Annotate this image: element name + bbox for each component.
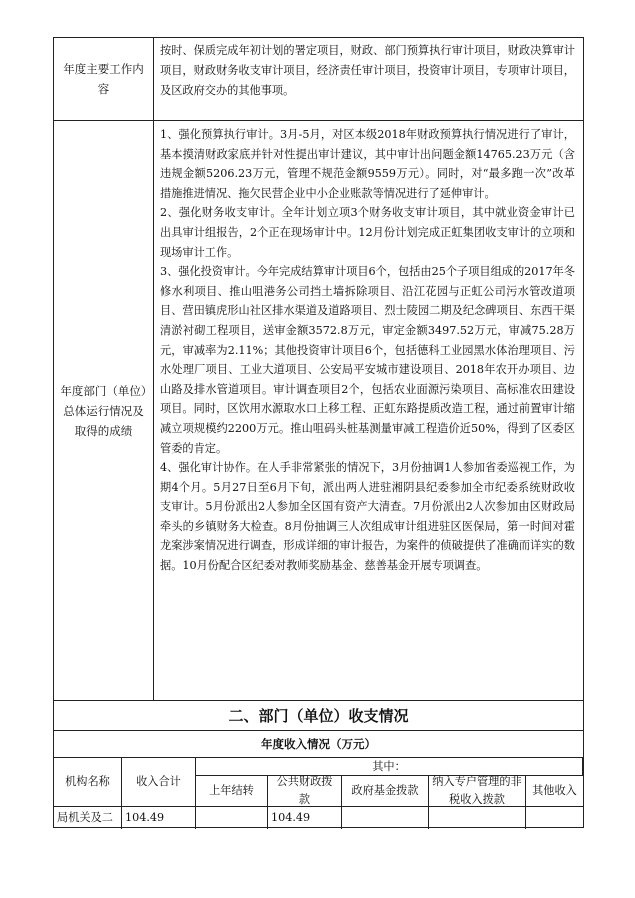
performance-paragraph: 2、强化财务收支审计。全年计划立项3个财务收支审计项目，其中就业资金审计已出具审计组报告，2个正在现场审计中。12月份计划完成正虹集团收支审计的立项和现场审计工作。: [160, 206, 575, 259]
sub-col-gov-fund: 政府基金拨款: [342, 776, 429, 807]
col-org-header: 机构名称: [54, 758, 122, 807]
main-work-content: 按时、保质完成年初计划的署定项目，财政、部门预算执行审计项目，财政决算审计项目，财政财务收支审计项目，经济责任审计项目，投资审计项目，专项审计项目，及区政府交办的其他事项。: [160, 44, 575, 97]
income-table: [54, 758, 583, 829]
row-org: 局机关及二: [54, 807, 122, 829]
performance-row: [54, 121, 583, 701]
performance-paragraph: 1、强化预算执行审计。3月-5月，对区本级2018年财政预算执行情况进行了审计，基本摸清财政家底并针对性提出审计建议，其中审计出问题金额14765.23万元（含违规金额5206.23万元，管理不规范金额9559万元）。同时，对“最多跑一次”改革措施推进情况、拖欠民营企业中小企业账款等情况进行了延伸审计。: [160, 128, 575, 200]
main-work-row: [54, 38, 583, 121]
document-table: [53, 37, 584, 828]
sub-col-carryover: 上年结转: [196, 776, 268, 807]
performance-content: [160, 125, 575, 576]
performance-label: 年度部门（单位）总体运行情况及取得的成绩: [54, 121, 154, 700]
col-total-header: 收入合计: [122, 758, 196, 807]
row-carryover: [196, 807, 268, 829]
row-public-finance: 104.49: [268, 807, 342, 829]
income-title: 年度收入情况（万元）: [54, 731, 583, 758]
performance-paragraph: 4、强化审计协作。在人手非常紧张的情况下，3月份抽调1人参加省委巡视工作，为期4个月。5月27日至6月下旬，派出两人进驻湘阴县纪委参加全市纪委系统财政收支审计。5月份派出2人参加全区国有资产大清查。7月份派出2人次参加由区财政局牵头的乡镇财务大检查。8月份抽调三人次组成审计组进驻区医保局，第一时间对霍龙案涉案情况进行调查，形成详细的审计报告，为案件的侦破提供了准确而详实的数据。10月份配合区纪委对教师奖励基金、慈善基金开展专项调查。: [160, 461, 575, 573]
row-total: 104.49: [122, 807, 196, 829]
row-gov-fund: [342, 807, 429, 829]
sub-col-other: 其他收入: [526, 776, 583, 807]
col-among-header: 其中：: [196, 758, 583, 776]
performance-paragraph: 3、强化投资审计。今年完成结算审计项目6个，包括由25个子项目组成的2017年冬修水利项目、推山咀港务公司挡土墙拆除项目、沿江花园与正虹公司污水管改道项目、营田镇虎形山社区排水渠道及道路项目、烈士陵园二期及纪念碑项目、东西干渠清淤衬砌工程项目，送审金额3572.8万元，审定金额3497.52万元，审减75.28万元，审减率为2.11%；其他投资审计项目6个，包括德科工业园黑水体治理项目、污水处理厂项目、工业大道项目、公安局平安城市建设项目、2018年农开办项目、边山路及排水管道项目。审计调查项目2个，包括农业面源污染项目、高标准农田建设项目。同时，区饮用水源取水口上移工程、正虹东路提质改造工程，通过前置审计缩减立项规模约2200万元。推山咀码头桩基测量审减工程造价近50%，得到了区委区管委的肯定。: [160, 265, 575, 455]
sub-col-non-tax: 纳入专户管理的非税收入拨款: [429, 776, 526, 807]
sub-col-public-finance: 公共财政拨款: [268, 776, 342, 807]
section-heading: 二、部门（单位）收支情况: [54, 701, 583, 731]
row-other: [526, 807, 583, 829]
main-work-label: 年度主要工作内容: [54, 38, 154, 120]
row-non-tax: [429, 807, 526, 829]
